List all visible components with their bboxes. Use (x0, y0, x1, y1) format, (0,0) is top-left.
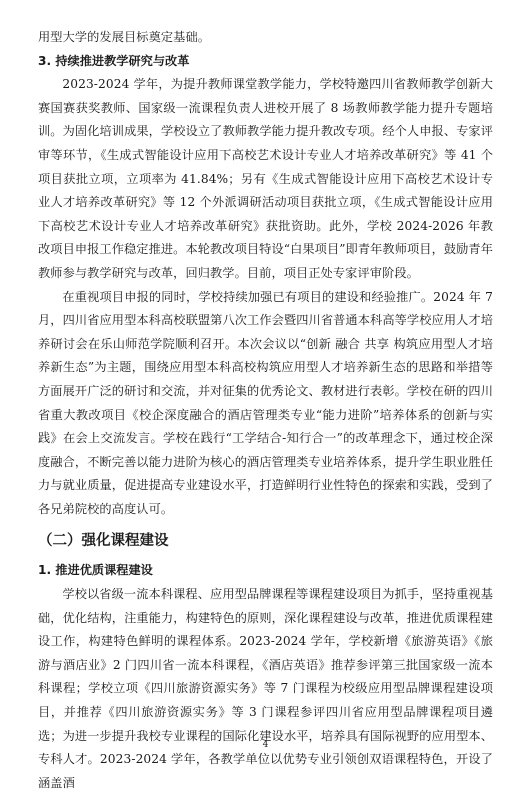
paragraph-project-promotion: 在重视项目申报的同时，学校持续加强已有项目的建设和经验推广。2024 年 7 月，四川省应用型本科高校联盟第八次工作会暨四川省普通本科高等学校应用人才培养研讨会在乐山师范学院顺利召开。本次会议以“创新 融合 共享 构筑应用型人才培养新生态”为主题，围绕应用型本科高校构筑应用型人才培养新生态的思路和举措等方面展开广泛的研讨和交流，并对征集的优秀论文、教材进行表彰。学校在研的四川省重大教改项目《校企深度融合的酒店管理类专业“能力进阶”培养体系的创新与实践》在会上交流发言。学校在践行“工学结合-知行合一”的改革理念下，通过校企深度融合，不断完善以能力进阶为核心的酒店管理类专业培养体系，提升学生职业胜任力与就业质量，促进提高专业建设水平，打造鲜明行业性特色的探索和实践，受到了各兄弟院校的高度认可。 (38, 289, 493, 516)
subsection-heading-quality-courses: 1. 推进优质课程建设 (38, 563, 153, 578)
document-body (38, 26, 493, 795)
paragraph-teaching-training: 2023-2024 学年，为提升教师课堂教学能力，学校特邀四川省教师教学创新大赛国赛获奖教师、国家级一流课程负责人进校开展了 8 场教师教学能力提升专题培训。为固化培训成果，学校设立了教师教学能力提升教改专项。经个人申报、专家评审等环节，《生成式智能设计应用下高校艺术设计专业人才培养改革研究》等 41 个项目获批立项，立项率为 41.84%；另有《生成式智能设计应用下高校艺术设计专业人才培养改革研究》等 12 个外派调研活动项目获批立项，《生成式智能设计应用下高校艺术设计专业人才培养改革研究》获批资助。此外，学校 2024-2026 年教改项目申报工作稳定推进。本轮教改项目特设“白果项目”即青年教师项目，鼓励青年教师参与教学研究与改革，回归教学。目前，项目正处专家评审阶段。 (38, 77, 494, 280)
paragraph-continued: 用型大学的发展目标奠定基础。 (38, 30, 211, 44)
paragraph-quality-courses: 学校以省级一流本科课程、应用型品牌课程等课程建设项目为抓手，坚持重视基础，优化结构，注重能力，构建特色的原则，深化课程建设与改革，推进优质课程建设工作，构建特色鲜明的课程体系。2023-2024 学年，学校新增《旅游英语》《旅游与酒店业》2 门四川省一流本科课程，《酒店英语》推荐参评第三批国家级一流本科课程；学校立项《四川旅游资源实务》等 7 门课程为校级应用型品牌课程建设项目，并推荐《四川旅游资源实务》等 3 门课程参评四川省应用型品牌课程项目遴选；为进一步提升我校专业课程的国际化建设水平，培养具有国际视野的应用型本、专科人才。2023-2024 学年，各教学单位以优势专业引领创双语课程特色，开设了涵盖酒 (38, 587, 493, 790)
section-heading-teaching-research: 3. 持续推进教学研究与改革 (38, 53, 190, 68)
page-number: 4 (262, 740, 269, 750)
section-heading-course-construction: （二）强化课程建设 (38, 533, 169, 550)
